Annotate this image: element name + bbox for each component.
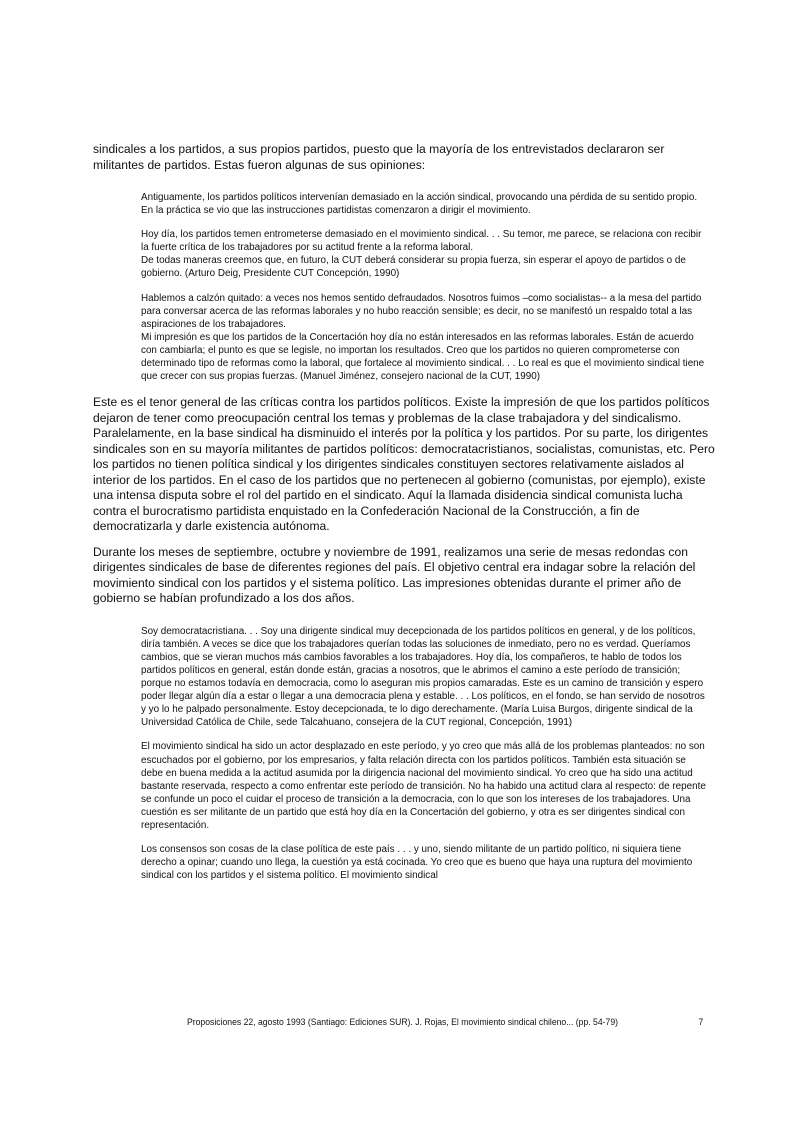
- page-footer: [187, 1016, 704, 1028]
- quote-3-part-a: Hablemos a calzón quitado: a veces nos hemos sentido defraudados. Nosotros fuimos –como socialistas-- a la mesa del partido para conversar acerca de las reformas laborales y no hubo reacción sensible; es decir, no se manifestó un respaldo total a las aspiraciones de los trabajadores.: [141, 292, 702, 330]
- quote-2-part-a: Hoy día, los partidos temen entrometerse demasiado en el movimiento sindical. . . Su temor, me parece, se relaciona con recibir la fuerte crítica de los trabajadores por su actitud frente a la reforma laboral.: [141, 229, 702, 254]
- interview-quotes-block-1: [141, 191, 709, 383]
- page-number: 7: [698, 1016, 704, 1027]
- interview-quotes-block-2: [141, 625, 709, 883]
- quote-6: Los consensos son cosas de la clase política de este país . . . y uno, siendo militante de un partido político, ni siquiera tiene derecho a opinar; cuando uno llega, la cuestión ya está cocinada. Yo creo que es bueno que haya una ruptura del movimiento sindical con los partidos y el sistema político. El movimiento sindical: [141, 844, 693, 882]
- quote-2: [141, 228, 709, 280]
- quote-3: [141, 292, 709, 384]
- footer-citation: Proposiciones 22, agosto 1993 (Santiago: Ediciones SUR). J. Rojas, El movimiento sindical chileno... (pp. 54-79): [187, 1016, 619, 1027]
- quote-4: Soy democratacristiana. . . Soy una dirigente sindical muy decepcionada de los partidos políticos en general, y de los políticos, diría también. A veces se dice que los trabajadores querían todas las soluciones de inmediato, pero no es verdad. Queríamos cambios, que se vieran muchos más cambios favorables a los trabajadores. Hoy día, los compañeros, te hablo de todos los partidos políticos en general, están donde están, gracias a nosotros, que le abrimos el camino a este período de transición; porque no estamos todavía en democracia, como lo aseguran mis propios camaradas. Este es un camino de transición y espero poder llegar algún día a estar o llegar a una democracia plena y estable. . . Los políticos, en el fondo, se han servido de nosotros y yo lo he palpado personalmente. Estoy decepcionada, te lo digo derechamente. (María Luisa Burgos, dirigente sindical de la Universidad Católica de Chile, sede Talcahuano, consejera de la CUT regional, Concepción, 1991): [141, 625, 705, 729]
- body-paragraph-2: Este es el tenor general de las críticas contra los partidos políticos. Existe la impresión de que los partidos políticos dejaron de tener como preocupación central los temas y problemas de la clase trabajadora y del sindicalismo. Paralelamente, en la base sindical ha disminuido el interés por la política y los partidos. Por su parte, los dirigentes sindicales son en su mayoría militantes de partidos políticos: democratacristianos, socialistas, comunistas, etc. Pero los partidos no tienen política sindical y los dirigentes sindicales constituyen sectores relativamente aislados al interior de los partidos. En el caso de los partidos que no pertenecen al gobierno (comunistas, por ejemplo), existe una intensa disputa sobre el rol del partido en el sindicato. Aquí la llamada disidencia sindical comunista lucha contra el burocratismo partidista enquistado en la Confederación Nacional de la Construcción, a fin de democratizarla y darle existencia autónoma.: [93, 395, 715, 534]
- quote-2-part-b: De todas maneras creemos que, en futuro, la CUT deberá considerar su propia fuerza, sin esperar el apoyo de partidos o de gobierno. (Arturo Deig, Presidente CUT Concepción, 1990): [141, 255, 686, 280]
- body-paragraph-3: Durante los meses de septiembre, octubre y noviembre de 1991, realizamos una serie de mesas redondas con dirigentes sindicales de base de diferentes regiones del país. El objetivo central era indagar sobre la relación del movimiento sindical con los partidos y el sistema político. Las impresiones obtenidas durante el primer año de gobierno se habían profundizado a los dos años.: [93, 544, 696, 606]
- quote-1: Antiguamente, los partidos políticos intervenían demasiado en la acción sindical, provocando una pérdida de su sentido propio. En la práctica se vio que las instrucciones partidistas comenzaron a dirigir el movimiento.: [141, 192, 698, 217]
- quote-5: El movimiento sindical ha sido un actor desplazado en este período, y yo creo que más allá de los problemas planteados: no son escuchados por el gobierno, por los empresarios, y falta relación directa con los partidos políticos. También esta situación se debe en buena medida a la actitud asumida por la dirigencia nacional del movimiento sindical. Yo creo que ha sido una actitud bastante reservada, respecto a como enfrentar este período de transición. No ha habido una actitud clara al respecto: de repente se confunde un poco el cuidar el proceso de transición a la democracia, con lo que son los intereses de los trabajadores. Una cuestión es ser militante de un partido que está hoy día en la Concertación del gobierno, y otra es ser dirigentes sindical con representación.: [141, 741, 706, 832]
- quote-3-part-b: Mi impresión es que los partidos de la Concertación hoy día no están interesados en las reformas laborales. Están de acuerdo con cambiarla; el punto es que se legisle, no importan los resultados. Creo que los partidos no quieren comprometerse con determinado tipo de reformas como la laboral, que fortalece al movimiento sindical. . . Lo real es que el movimiento sindical tiene que crecer con sus propias fuerzas. (Manuel Jiménez, consejero nacional de la CUT, 1990): [141, 331, 705, 383]
- body-paragraph-1: sindicales a los partidos, a sus propios partidos, puesto que la mayoría de los entrevistados declararon ser militantes de partidos. Estas fueron algunas de sus opiniones:: [93, 142, 665, 172]
- main-text-column: [93, 142, 715, 882]
